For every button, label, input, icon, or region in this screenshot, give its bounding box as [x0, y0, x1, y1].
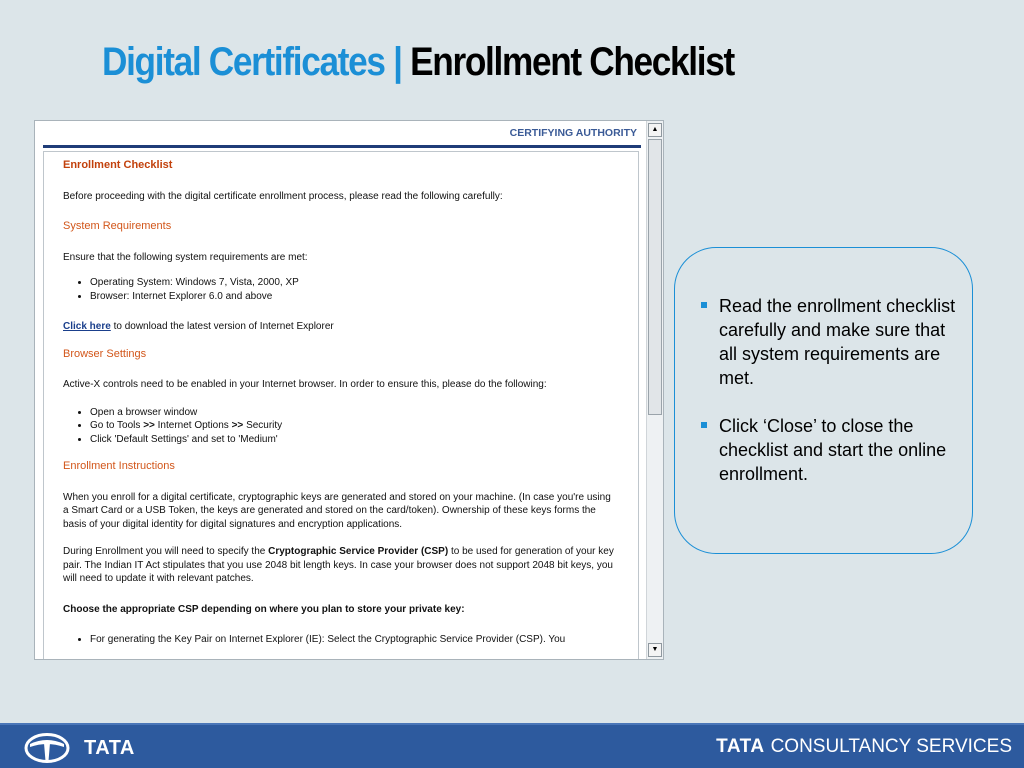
enrollment-para1: When you enroll for a digital certificate, cryptographic keys are generated and stored on your machine. (In case you're using a Smart Card or a USB Token, the keys are generated and stored on the card/token). Ownership of these keys forms the basis of your digital identity for digital signatures and encryption applications.: [63, 491, 611, 530]
scrollbar-thumb[interactable]: [648, 139, 662, 415]
header-rule: [43, 145, 641, 148]
browser-settings-list: [63, 406, 619, 447]
scroll-down-icon[interactable]: ▼: [648, 643, 662, 657]
enrollment-instructions-heading: Enrollment Instructions: [63, 460, 175, 472]
square-bullet-icon: [701, 302, 707, 308]
tata-logo-text: TATA: [84, 736, 135, 759]
checklist-heading: Enrollment Checklist: [63, 159, 173, 171]
choose-csp-text: Choose the appropriate CSP depending on where you plan to store your private key:: [63, 603, 465, 615]
title-part2: Enrollment Checklist: [410, 40, 734, 84]
browser-settings-heading: Browser Settings: [63, 347, 147, 360]
vertical-scrollbar[interactable]: [646, 121, 663, 659]
tcs-brand: TATA CONSULTANCY SERVICES: [716, 736, 1012, 757]
list-item: • Click 'Default Settings' and set to 'Medium': [90, 433, 619, 447]
browser-settings-intro: Active-X controls need to be enabled in your Internet browser. In order to ensure this, please do the following:: [63, 379, 547, 390]
list-item: • Open a browser window: [90, 406, 619, 420]
tata-logo: [24, 733, 135, 763]
click-here-link[interactable]: Click here: [63, 321, 111, 332]
certifying-authority-header: CERTIFYING AUTHORITY: [509, 127, 637, 139]
system-requirements-heading: System Requirements: [63, 220, 172, 232]
title-separator: |: [393, 40, 402, 84]
callout-bullet-2: Click ‘Close’ to close the checklist and start the online enrollment.: [701, 414, 963, 486]
download-ie-text: [63, 320, 619, 334]
list-item: • For generating the Key Pair on Internet Explorer (IE): Select the Cryptographic Service Provider (CSP). You: [90, 633, 619, 647]
footer-bar: [0, 723, 1024, 768]
instruction-callout: [674, 247, 973, 554]
tata-emblem-icon: [24, 733, 70, 763]
system-requirements-list: [63, 276, 619, 303]
csp-list: [63, 633, 619, 647]
scroll-up-icon[interactable]: ▲: [648, 123, 662, 137]
download-ie-suffix: to download the latest version of Internet Explorer: [110, 321, 334, 332]
list-item: • Go to Tools >> Internet Options >> Security: [90, 419, 619, 433]
slide-title: [102, 38, 734, 86]
list-item: • Browser: Internet Explorer 6.0 and above: [90, 290, 619, 304]
list-item: • Operating System: Windows 7, Vista, 2000, XP: [90, 276, 619, 290]
system-requirements-intro: Ensure that the following system requirements are met:: [63, 251, 308, 263]
checklist-content: [63, 159, 619, 647]
enrollment-para2: During Enrollment you will need to specify the Cryptographic Service Provider (CSP) to be used for generation of your key pair. The Indian IT Act stipulates that you use 2048 bit length keys. In case your browser does not support 2048 bit keys, you will need to update it with relevant patches.: [63, 546, 614, 584]
square-bullet-icon: [701, 422, 707, 428]
callout-bullet-1: Read the enrollment checklist carefully and make sure that all system requirements are met.: [701, 294, 963, 390]
checklist-window: [34, 120, 664, 660]
intro-text: Before proceeding with the digital certificate enrollment process, please read the following carefully:: [63, 190, 503, 202]
title-part1: Digital Certificates: [102, 40, 385, 84]
